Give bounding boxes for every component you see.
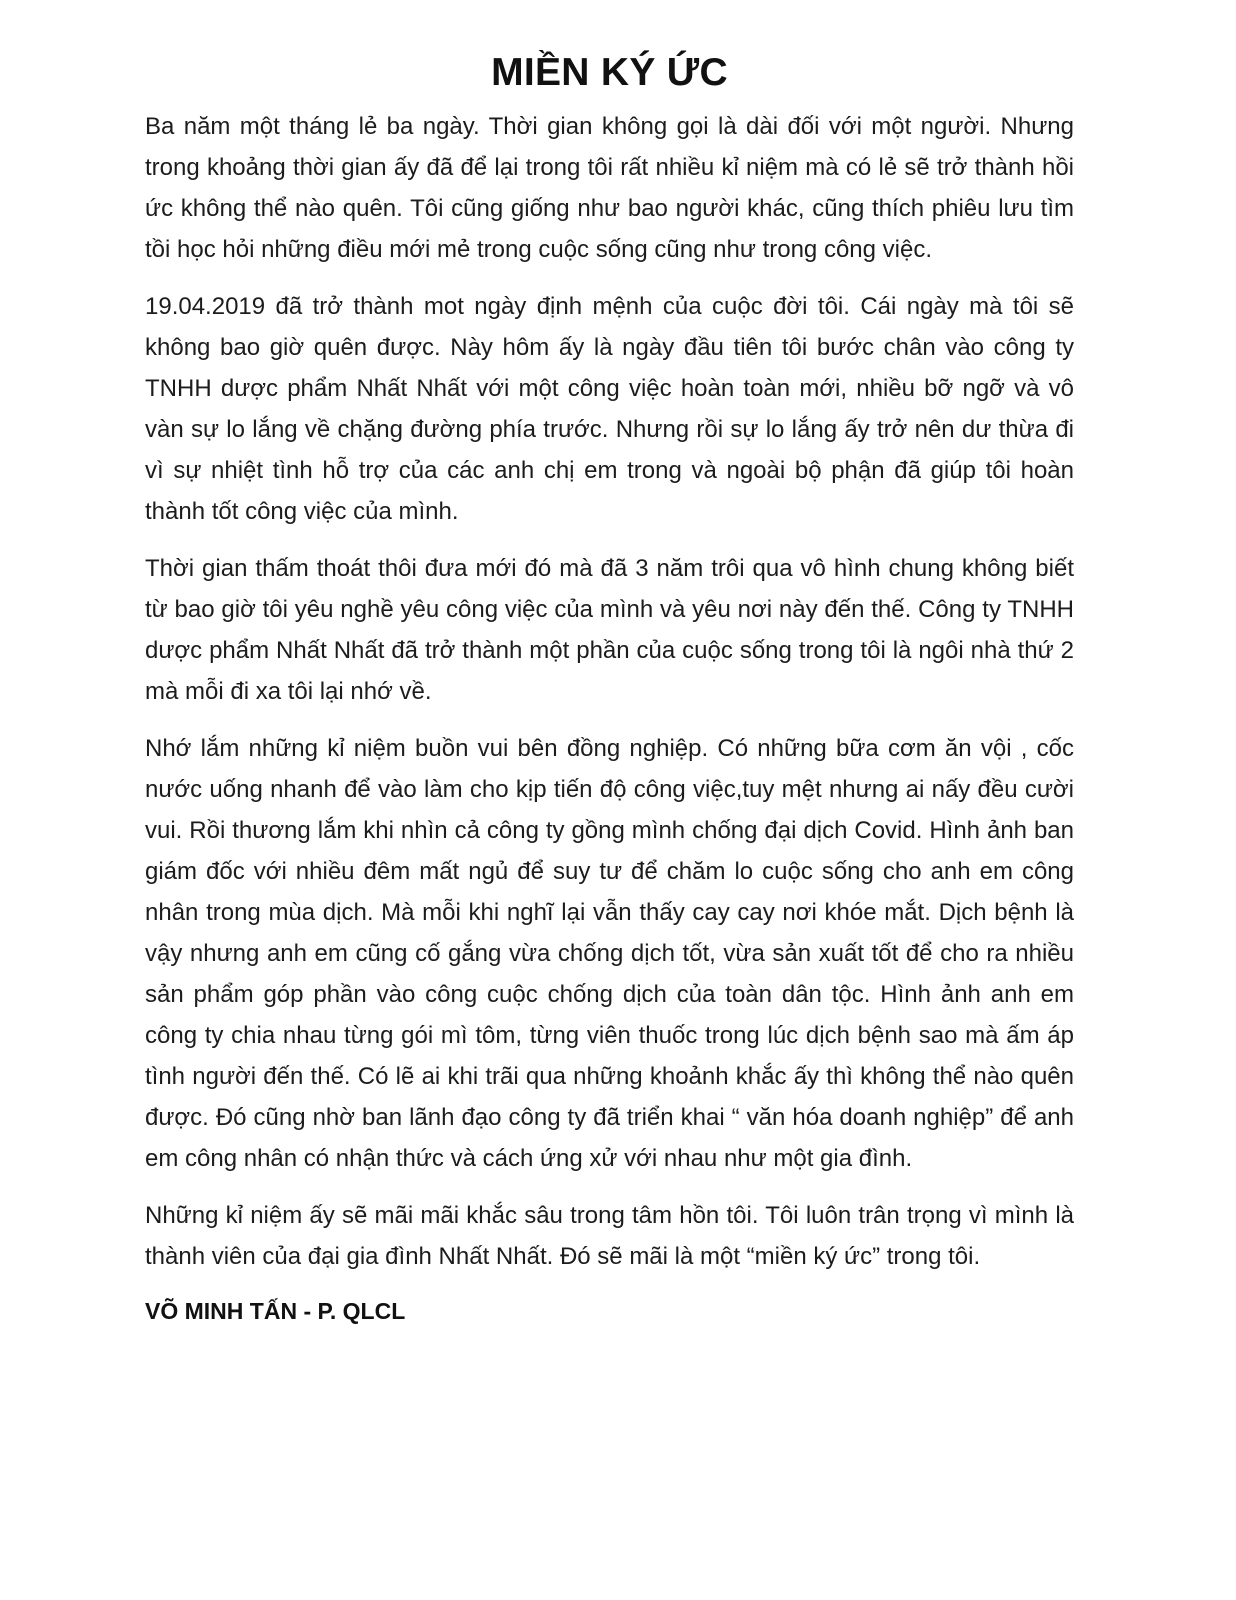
paragraph-2: 19.04.2019 đã trở thành mot ngày định mệnh của cuộc đời tôi. Cái ngày mà tôi sẽ không bao giờ quên được. Này hôm ấy là ngày đầu tiên tôi bước chân vào công ty TNHH dược phẩm Nhất Nhất với một công việc hoàn toàn mới, nhiều bỡ ngỡ và vô vàn sự lo lắng về chặng đường phía trước. Nhưng rồi sự lo lắng ấy trở nên dư thừa đi vì sự nhiệt tình hỗ trợ của các anh chị em trong và ngoài bộ phận đã giúp tôi hoàn thành tốt công việc của mình. [145, 293, 1074, 525]
author-signature: VÕ MINH TẤN - P. QLCL [145, 1298, 406, 1324]
paragraph-3: Thời gian thấm thoát thôi đưa mới đó mà đã 3 năm trôi qua vô hình chung không biết từ bao giờ tôi yêu nghề yêu công việc của mình và yêu nơi này đến thế. Công ty TNHH dược phẩm Nhất Nhất đã trở thành một phần của cuộc sống trong tôi là ngôi nhà thứ 2 mà mỗi đi xa tôi lại nhớ về. [145, 555, 1074, 705]
paragraph-1: Ba năm một tháng lẻ ba ngày. Thời gian không gọi là dài đối với một người. Nhưng trong khoảng thời gian ấy đã để lại trong tôi rất nhiều kỉ niệm mà có lẻ sẽ trở thành hồi ức không thể nào quên. Tôi cũng giống như bao người khác, cũng thích phiêu lưu tìm tồi học hỏi những điều mới mẻ trong cuộc sống cũng như trong công việc. [145, 113, 1074, 263]
page-title: MIỀN KÝ ỨC [491, 51, 728, 94]
paragraph-5: Những kỉ niệm ấy sẽ mãi mãi khắc sâu trong tâm hồn tôi. Tôi luôn trân trọng vì mình là thành viên của đại gia đình Nhất Nhất. Đó sẽ mãi là một “miền ký ức” trong tôi. [145, 1202, 1074, 1270]
paragraph-4: Nhớ lắm những kỉ niệm buồn vui bên đồng nghiệp. Có những bữa cơm ăn vội , cốc nước uống nhanh để vào làm cho kịp tiến độ công việc,tuy mệt nhưng ai nấy đều cười vui. Rồi thương lắm khi nhìn cả công ty gồng mình chống đại dịch Covid. Hình ảnh ban giám đốc với nhiều đêm mất ngủ để suy tư để chăm lo cuộc sống cho anh em công nhân trong mùa dịch. Mà mỗi khi nghĩ lại vẫn thấy cay cay nơi khóe mắt. Dịch bệnh là vậy nhưng anh em cũng cố gắng vừa chống dịch tốt, vừa sản xuất tốt để cho ra nhiều sản phẩm góp phần vào công cuộc chống dịch của toàn dân tộc. Hình ảnh anh em công ty chia nhau từng gói mì tôm, từng viên thuốc trong lúc dịch bệnh sao mà ấm áp tình người đến thế. Có lẽ ai khi trãi qua những khoảnh khắc ấy thì không thể nào quên được. Đó cũng nhờ ban lãnh đạo công ty đã triển khai “ văn hóa doanh nghiệp” để anh em công nhân có nhận thức và cách ứng xử với nhau như một gia đình. [145, 735, 1074, 1172]
